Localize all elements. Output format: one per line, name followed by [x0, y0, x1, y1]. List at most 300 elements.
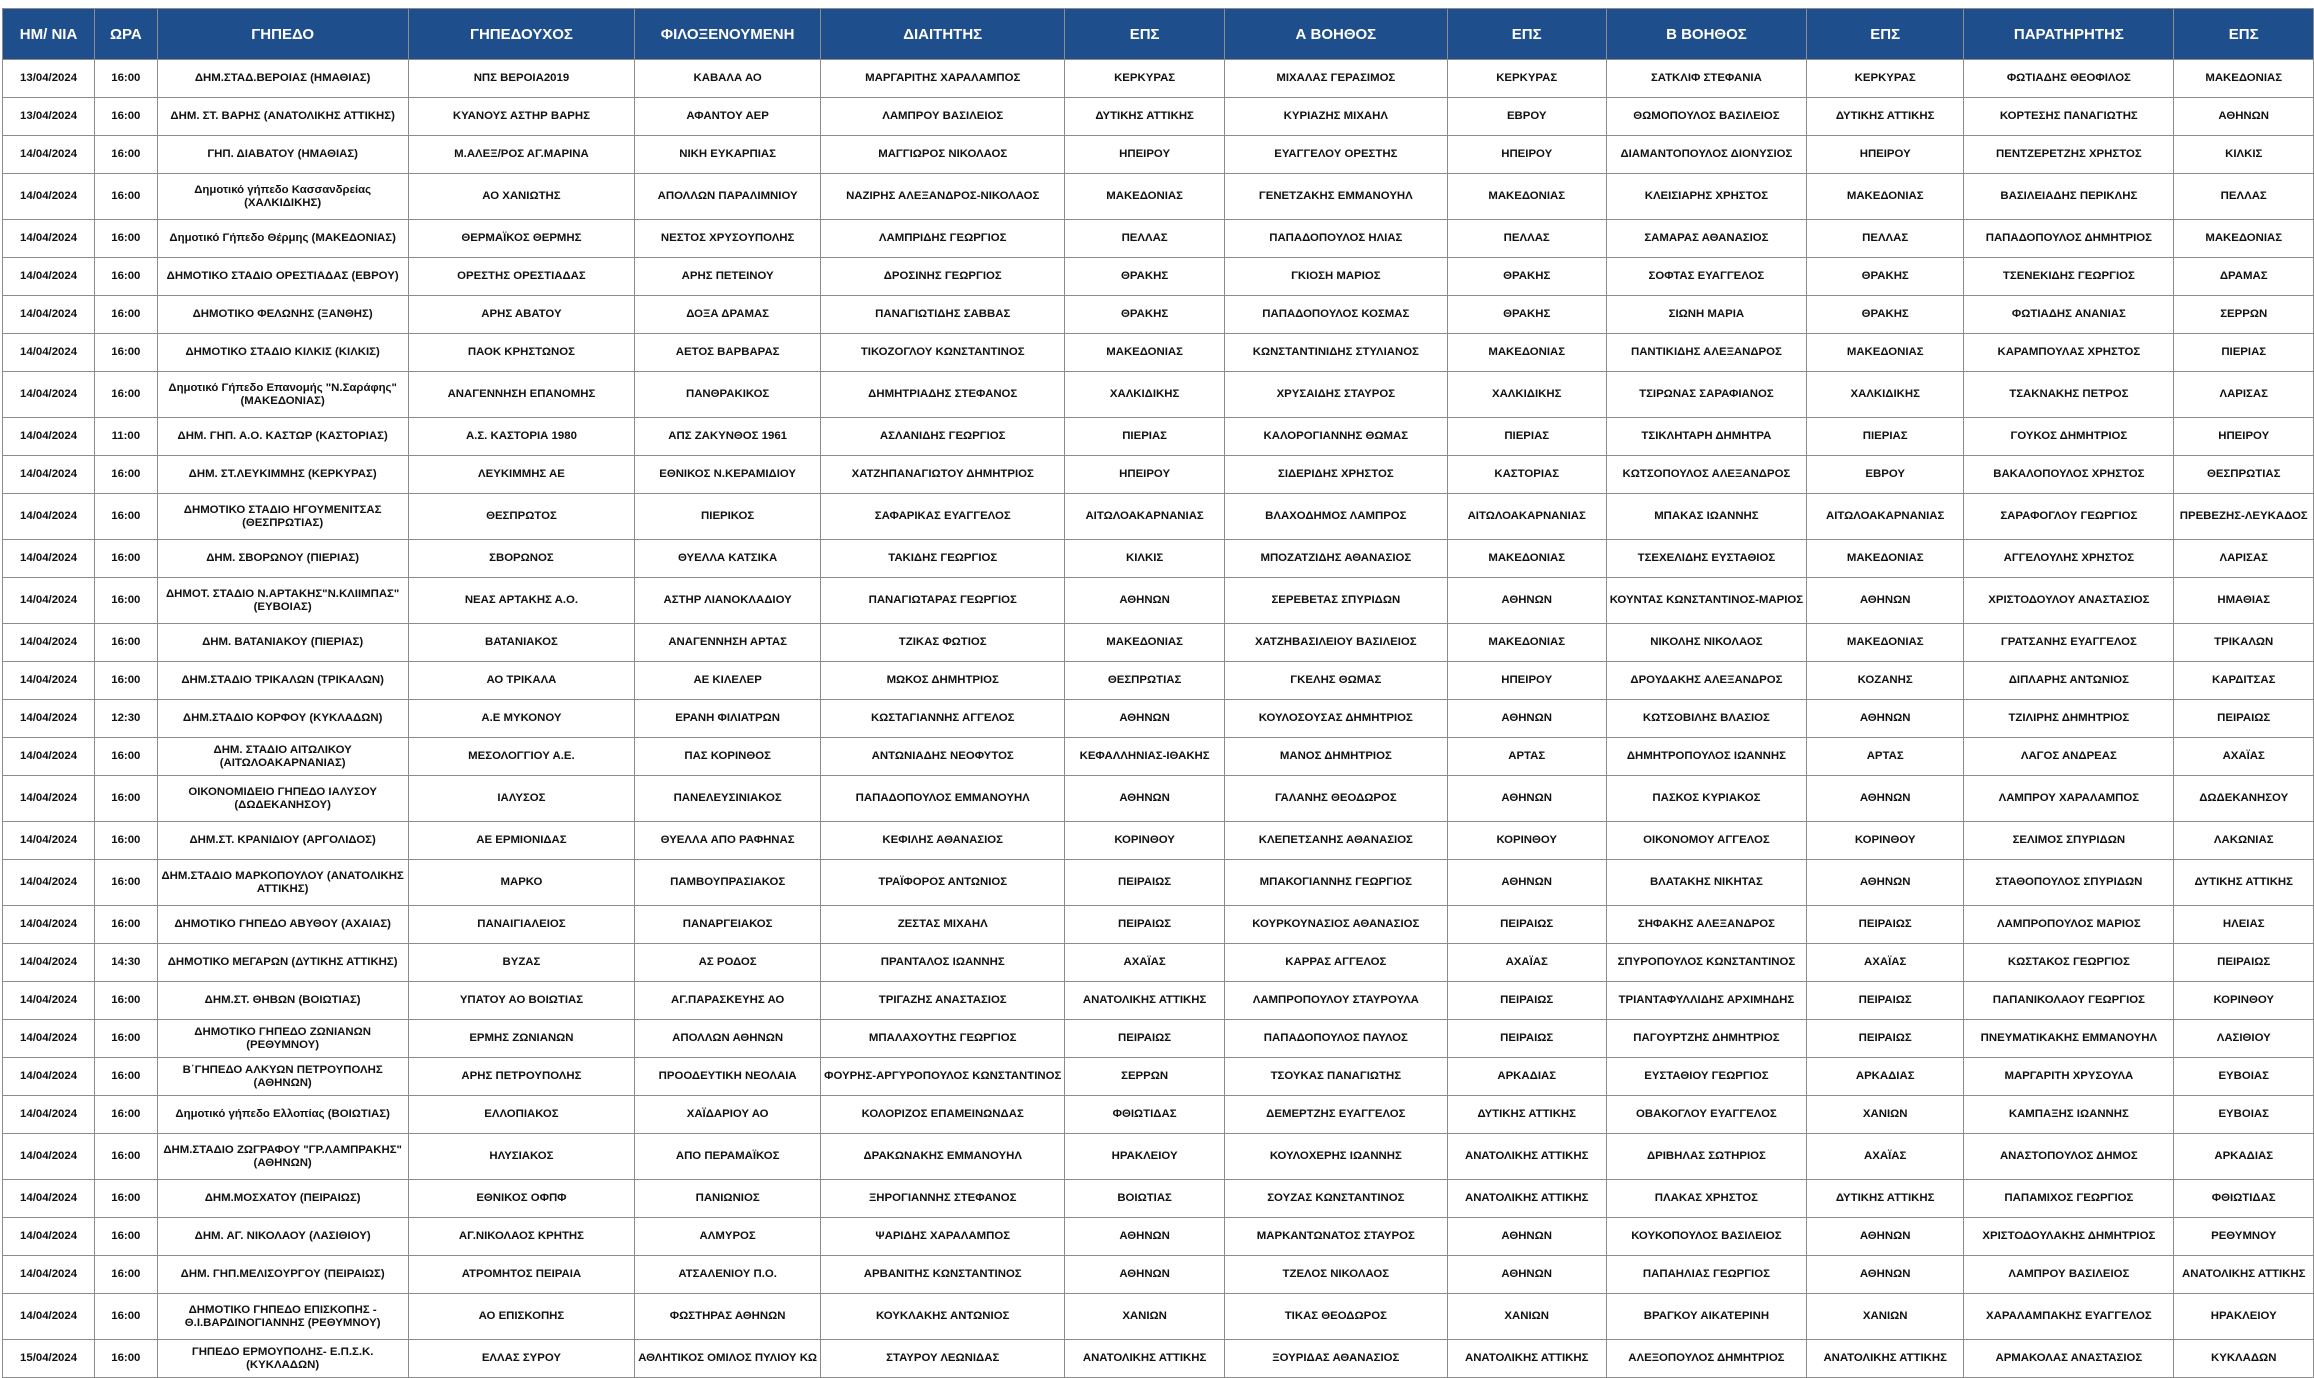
cell-home-team: ΑΤΡΟΜΗΤΟΣ ΠΕΙΡΑΙΑ: [408, 1256, 634, 1294]
table-row: [3, 1340, 2314, 1378]
table-row: [3, 776, 2314, 822]
table-row: [3, 1020, 2314, 1058]
cell-assistant-b: ΝΙΚΟΛΗΣ ΝΙΚΟΛΑΟΣ: [1606, 624, 1806, 662]
cell-referee-union: ΜΑΚΕΔΟΝΙΑΣ: [1065, 624, 1225, 662]
cell-referee: ΦΟΥΡΗΣ-ΑΡΓΥΡΟΠΟΥΛΟΣ ΚΩΝΣΤΑΝΤΙΝΟΣ: [821, 1058, 1065, 1096]
cell-home-team: ΑΡΗΣ ΠΕΤΡΟΥΠΟΛΗΣ: [408, 1058, 634, 1096]
cell-assistant-b: ΠΑΣΚΟΣ ΚΥΡΙΑΚΟΣ: [1606, 776, 1806, 822]
cell-time: 16:00: [95, 296, 157, 334]
cell-stadium: ΔΗΜ.ΣΤΑΔΙΟ ΤΡΙΚΑΛΩΝ (ΤΡΙΚΑΛΩΝ): [157, 662, 408, 700]
cell-observer: ΓΟΥΚΟΣ ΔΗΜΗΤΡΙΟΣ: [1964, 418, 2174, 456]
column-header-observer-union: ΕΠΣ: [2174, 9, 2314, 60]
cell-away-team: ΘΥΕΛΛΑ ΚΑΤΣΙΚΑ: [635, 540, 821, 578]
cell-referee: ΚΟΥΚΛΑΚΗΣ ΑΝΤΩΝΙΟΣ: [821, 1294, 1065, 1340]
cell-assistant-a: ΓΕΝΕΤΖΑΚΗΣ ΕΜΜΑΝΟΥΗΛ: [1224, 174, 1447, 220]
cell-referee-union: ΚΟΡΙΝΘΟΥ: [1065, 822, 1225, 860]
cell-assistant-a: ΓΑΛΑΝΗΣ ΘΕΟΔΩΡΟΣ: [1224, 776, 1447, 822]
cell-observer-union: ΛΑΡΙΣΑΣ: [2174, 372, 2314, 418]
cell-home-team: ΒΥΖΑΣ: [408, 944, 634, 982]
cell-assistant-b-union: ΧΑΝΙΩΝ: [1807, 1096, 1964, 1134]
cell-date: 14/04/2024: [3, 700, 95, 738]
cell-assistant-a-union: ΗΠΕΙΡΟΥ: [1447, 136, 1606, 174]
cell-home-team: ΕΛΛΟΠΙΑΚΟΣ: [408, 1096, 634, 1134]
cell-referee: ΑΣΛΑΝΙΔΗΣ ΓΕΩΡΓΙΟΣ: [821, 418, 1065, 456]
cell-away-team: ΠΑΜΒΟΥΠΡΑΣΙΑΚΟΣ: [635, 860, 821, 906]
table-row: [3, 1294, 2314, 1340]
cell-stadium: Β΄ΓΗΠΕΔΟ ΑΛΚΥΩΝ ΠΕΤΡΟΥΠΟΛΗΣ (ΑΘΗΝΩΝ): [157, 1058, 408, 1096]
cell-assistant-a: ΧΡΥΣΑΙΔΗΣ ΣΤΑΥΡΟΣ: [1224, 372, 1447, 418]
cell-referee-union: ΑΘΗΝΩΝ: [1065, 776, 1225, 822]
cell-time: 12:30: [95, 700, 157, 738]
column-header-assistant-b: Β ΒΟΗΘΟΣ: [1606, 9, 1806, 60]
cell-assistant-b-union: ΧΑΛΚΙΔΙΚΗΣ: [1807, 372, 1964, 418]
cell-referee: ΔΡΟΣΙΝΗΣ ΓΕΩΡΓΙΟΣ: [821, 258, 1065, 296]
table-row: [3, 540, 2314, 578]
cell-time: 16:00: [95, 456, 157, 494]
cell-date: 14/04/2024: [3, 1058, 95, 1096]
cell-observer: ΓΡΑΤΣΑΝΗΣ ΕΥΑΓΓΕΛΟΣ: [1964, 624, 2174, 662]
cell-observer-union: ΘΕΣΠΡΩΤΙΑΣ: [2174, 456, 2314, 494]
table-row: [3, 456, 2314, 494]
cell-observer: ΠΑΠΑΜΙΧΟΣ ΓΕΩΡΓΙΟΣ: [1964, 1180, 2174, 1218]
cell-stadium: ΔΗΜ. ΣΒΟΡΩΝΟΥ (ΠΙΕΡΙΑΣ): [157, 540, 408, 578]
cell-home-team: ΜΑΡΚΟ: [408, 860, 634, 906]
cell-away-team: ΑΓ.ΠΑΡΑΣΚΕΥΗΣ ΑΟ: [635, 982, 821, 1020]
cell-home-team: ΠΑΟΚ ΚΡΗΣΤΩΝΟΣ: [408, 334, 634, 372]
cell-assistant-a: ΣΕΡΕΒΕΤΑΣ ΣΠΥΡΙΔΩΝ: [1224, 578, 1447, 624]
cell-referee: ΛΑΜΠΡΙΔΗΣ ΓΕΩΡΓΙΟΣ: [821, 220, 1065, 258]
cell-assistant-b-union: ΔΥΤΙΚΗΣ ΑΤΤΙΚΗΣ: [1807, 98, 1964, 136]
cell-observer: ΠΕΝΤΖΕΡΕΤΖΗΣ ΧΡΗΣΤΟΣ: [1964, 136, 2174, 174]
cell-stadium: ΔΗΜ.ΣΤΑΔΙΟ ΚΟΡΦΟΥ (ΚΥΚΛΑΔΩΝ): [157, 700, 408, 738]
cell-assistant-a: ΣΙΔΕΡΙΔΗΣ ΧΡΗΣΤΟΣ: [1224, 456, 1447, 494]
cell-assistant-b-union: ΔΥΤΙΚΗΣ ΑΤΤΙΚΗΣ: [1807, 1180, 1964, 1218]
cell-referee-union: ΗΡΑΚΛΕΙΟΥ: [1065, 1134, 1225, 1180]
cell-stadium: Δημοτικό γήπεδο Κασσανδρείας (ΧΑΛΚΙΔΙΚΗΣ): [157, 174, 408, 220]
cell-date: 14/04/2024: [3, 296, 95, 334]
cell-home-team: ΑΟ ΕΠΙΣΚΟΠΗΣ: [408, 1294, 634, 1340]
cell-referee: ΞΗΡΟΓΙΑΝΝΗΣ ΣΤΕΦΑΝΟΣ: [821, 1180, 1065, 1218]
cell-date: 14/04/2024: [3, 662, 95, 700]
cell-assistant-a-union: ΕΒΡΟΥ: [1447, 98, 1606, 136]
table-row: [3, 860, 2314, 906]
cell-date: 14/04/2024: [3, 1218, 95, 1256]
cell-observer-union: ΑΝΑΤΟΛΙΚΗΣ ΑΤΤΙΚΗΣ: [2174, 1256, 2314, 1294]
cell-observer-union: ΚΥΚΛΑΔΩΝ: [2174, 1340, 2314, 1378]
cell-assistant-a-union: ΑΧΑΪΑΣ: [1447, 944, 1606, 982]
cell-assistant-b-union: ΠΕΙΡΑΙΩΣ: [1807, 982, 1964, 1020]
cell-date: 13/04/2024: [3, 98, 95, 136]
cell-stadium: ΓΗΠ. ΔΙΑΒΑΤΟΥ (ΗΜΑΘΙΑΣ): [157, 136, 408, 174]
cell-observer: ΒΑΚΑΛΟΠΟΥΛΟΣ ΧΡΗΣΤΟΣ: [1964, 456, 2174, 494]
cell-referee: ΤΖΙΚΑΣ ΦΩΤΙΟΣ: [821, 624, 1065, 662]
cell-time: 11:00: [95, 418, 157, 456]
cell-date: 14/04/2024: [3, 1256, 95, 1294]
table-row: [3, 944, 2314, 982]
cell-assistant-a-union: ΑΘΗΝΩΝ: [1447, 578, 1606, 624]
table-row: [3, 60, 2314, 98]
cell-assistant-b-union: ΑΧΑΪΑΣ: [1807, 944, 1964, 982]
column-header-assistant-a: Α ΒΟΗΘΟΣ: [1224, 9, 1447, 60]
cell-assistant-b: ΔΙΑΜΑΝΤΟΠΟΥΛΟΣ ΔΙΟΝΥΣΙΟΣ: [1606, 136, 1806, 174]
table-body: [3, 60, 2314, 1378]
cell-home-team: ΑΕ ΕΡΜΙΟΝΙΔΑΣ: [408, 822, 634, 860]
cell-stadium: Δημοτικό Γήπεδο Θέρμης (ΜΑΚΕΔΟΝΙΑΣ): [157, 220, 408, 258]
cell-time: 16:00: [95, 776, 157, 822]
cell-referee: ΚΩΣΤΑΓΙΑΝΝΗΣ ΑΓΓΕΛΟΣ: [821, 700, 1065, 738]
cell-date: 14/04/2024: [3, 456, 95, 494]
column-header-assistant-b-union: ΕΠΣ: [1807, 9, 1964, 60]
cell-referee-union: ΘΕΣΠΡΩΤΙΑΣ: [1065, 662, 1225, 700]
cell-observer: ΑΡΜΑΚΟΛΑΣ ΑΝΑΣΤΑΣΙΟΣ: [1964, 1340, 2174, 1378]
cell-observer-union: ΕΥΒΟΙΑΣ: [2174, 1096, 2314, 1134]
cell-date: 14/04/2024: [3, 1180, 95, 1218]
cell-time: 16:00: [95, 624, 157, 662]
cell-home-team: Μ.ΑΛΕΞ/ΡΟΣ ΑΓ.ΜΑΡΙΝΑ: [408, 136, 634, 174]
cell-assistant-b: ΔΡΙΒΗΛΑΣ ΣΩΤΗΡΙΟΣ: [1606, 1134, 1806, 1180]
cell-referee-union: ΑΙΤΩΛΟΑΚΑΡΝΑΝΙΑΣ: [1065, 494, 1225, 540]
cell-assistant-b: ΑΛΕΞΟΠΟΥΛΟΣ ΔΗΜΗΤΡΙΟΣ: [1606, 1340, 1806, 1378]
table-row: [3, 98, 2314, 136]
cell-stadium: ΔΗΜ.ΣΤ. ΚΡΑΝΙΔΙΟΥ (ΑΡΓΟΛΙΔΟΣ): [157, 822, 408, 860]
cell-home-team: Α.Σ. ΚΑΣΤΟΡΙΑ 1980: [408, 418, 634, 456]
cell-assistant-b: ΤΣΙΡΩΝΑΣ ΣΑΡΑΦΙΑΝΟΣ: [1606, 372, 1806, 418]
cell-referee: ΨΑΡΙΔΗΣ ΧΑΡΑΛΑΜΠΟΣ: [821, 1218, 1065, 1256]
cell-time: 16:00: [95, 258, 157, 296]
column-header-away-team: ΦΙΛΟΞΕΝΟΥΜΕΝΗ: [635, 9, 821, 60]
cell-assistant-a: ΠΑΠΑΔΟΠΟΥΛΟΣ ΠΑΥΛΟΣ: [1224, 1020, 1447, 1058]
cell-assistant-b: ΜΠΑΚΑΣ ΙΩΑΝΝΗΣ: [1606, 494, 1806, 540]
cell-away-team: ΝΕΣΤΟΣ ΧΡΥΣΟΥΠΟΛΗΣ: [635, 220, 821, 258]
cell-away-team: ΠΑΝΕΛΕΥΣΙΝΙΑΚΟΣ: [635, 776, 821, 822]
cell-away-team: ΑΤΣΑΛΕΝΙΟΥ Π.Ο.: [635, 1256, 821, 1294]
cell-observer-union: ΦΘΙΩΤΙΔΑΣ: [2174, 1180, 2314, 1218]
column-header-home-team: ΓΗΠΕΔΟΥΧΟΣ: [408, 9, 634, 60]
cell-stadium: ΔΗΜΟΤΙΚΟ ΣΤΑΔΙΟ ΟΡΕΣΤΙΑΔΑΣ (ΕΒΡΟΥ): [157, 258, 408, 296]
cell-away-team: ΑΕΤΟΣ ΒΑΡΒΑΡΑΣ: [635, 334, 821, 372]
cell-referee-union: ΒΟΙΩΤΙΑΣ: [1065, 1180, 1225, 1218]
cell-assistant-a: ΞΟΥΡΙΔΑΣ ΑΘΑΝΑΣΙΟΣ: [1224, 1340, 1447, 1378]
cell-time: 16:00: [95, 1256, 157, 1294]
cell-assistant-a: ΜΑΝΟΣ ΔΗΜΗΤΡΙΟΣ: [1224, 738, 1447, 776]
cell-observer-union: ΜΑΚΕΔΟΝΙΑΣ: [2174, 60, 2314, 98]
column-header-referee: ΔΙΑΙΤΗΤΗΣ: [821, 9, 1065, 60]
cell-assistant-b-union: ΘΡΑΚΗΣ: [1807, 258, 1964, 296]
cell-assistant-a: ΚΩΝΣΤΑΝΤΙΝΙΔΗΣ ΣΤΥΛΙΑΝΟΣ: [1224, 334, 1447, 372]
cell-away-team: ΑΠΟΛΛΩΝ ΠΑΡΑΛΙΜΝΙΟΥ: [635, 174, 821, 220]
cell-referee: ΜΠΑΛΑΧΟΥΤΗΣ ΓΕΩΡΓΙΟΣ: [821, 1020, 1065, 1058]
cell-time: 14:30: [95, 944, 157, 982]
cell-assistant-b: ΣΑΤΚΛΙΦ ΣΤΕΦΑΝΙΑ: [1606, 60, 1806, 98]
cell-assistant-a-union: ΑΝΑΤΟΛΙΚΗΣ ΑΤΤΙΚΗΣ: [1447, 1340, 1606, 1378]
cell-assistant-a: ΚΟΥΛΟΣΟΥΣΑΣ ΔΗΜΗΤΡΙΟΣ: [1224, 700, 1447, 738]
cell-assistant-a: ΜΠΟΖΑΤΖΙΔΗΣ ΑΘΑΝΑΣΙΟΣ: [1224, 540, 1447, 578]
cell-date: 14/04/2024: [3, 418, 95, 456]
cell-assistant-b-union: ΑΘΗΝΩΝ: [1807, 776, 1964, 822]
cell-observer-union: ΜΑΚΕΔΟΝΙΑΣ: [2174, 220, 2314, 258]
cell-home-team: ΑΟ ΧΑΝΙΩΤΗΣ: [408, 174, 634, 220]
cell-assistant-a-union: ΚΕΡΚΥΡΑΣ: [1447, 60, 1606, 98]
cell-referee: ΚΟΛΟΡΙΖΟΣ ΕΠΑΜΕΙΝΩΝΔΑΣ: [821, 1096, 1065, 1134]
cell-assistant-b-union: ΑΘΗΝΩΝ: [1807, 578, 1964, 624]
column-header-assistant-a-union: ΕΠΣ: [1447, 9, 1606, 60]
table-row: [3, 1134, 2314, 1180]
cell-date: 14/04/2024: [3, 982, 95, 1020]
table-row: [3, 1218, 2314, 1256]
cell-assistant-b: ΕΥΣΤΑΘΙΟΥ ΓΕΩΡΓΙΟΣ: [1606, 1058, 1806, 1096]
cell-referee-union: ΜΑΚΕΔΟΝΙΑΣ: [1065, 174, 1225, 220]
cell-assistant-a: ΚΟΥΡΚΟΥΝΑΣΙΟΣ ΑΘΑΝΑΣΙΟΣ: [1224, 906, 1447, 944]
cell-observer: ΤΣΑΚΝΑΚΗΣ ΠΕΤΡΟΣ: [1964, 372, 2174, 418]
cell-date: 14/04/2024: [3, 1020, 95, 1058]
cell-referee-union: ΧΑΛΚΙΔΙΚΗΣ: [1065, 372, 1225, 418]
cell-observer: ΚΩΣΤΑΚΟΣ ΓΕΩΡΓΙΟΣ: [1964, 944, 2174, 982]
cell-assistant-a-union: ΜΑΚΕΔΟΝΙΑΣ: [1447, 624, 1606, 662]
cell-home-team: ΕΡΜΗΣ ΖΩΝΙΑΝΩΝ: [408, 1020, 634, 1058]
cell-assistant-a: ΚΟΥΛΟΧΕΡΗΣ ΙΩΑΝΝΗΣ: [1224, 1134, 1447, 1180]
cell-date: 14/04/2024: [3, 372, 95, 418]
cell-assistant-a: ΤΙΚΑΣ ΘΕΟΔΩΡΟΣ: [1224, 1294, 1447, 1340]
cell-referee: ΣΤΑΥΡΟΥ ΛΕΩΝΙΔΑΣ: [821, 1340, 1065, 1378]
cell-assistant-b: ΤΡΙΑΝΤΑΦΥΛΛΙΔΗΣ ΑΡΧΙΜΗΔΗΣ: [1606, 982, 1806, 1020]
table-row: [3, 418, 2314, 456]
cell-home-team: ΣΒΟΡΩΝΟΣ: [408, 540, 634, 578]
cell-referee: ΠΑΝΑΓΙΩΤΑΡΑΣ ΓΕΩΡΓΙΟΣ: [821, 578, 1065, 624]
cell-stadium: ΔΗΜ.ΜΟΣΧΑΤΟΥ (ΠΕΙΡΑΙΩΣ): [157, 1180, 408, 1218]
cell-assistant-a-union: ΜΑΚΕΔΟΝΙΑΣ: [1447, 334, 1606, 372]
cell-assistant-a: ΜΙΧΑΛΑΣ ΓΕΡΑΣΙΜΟΣ: [1224, 60, 1447, 98]
cell-assistant-b: ΟΙΚΟΝΟΜΟΥ ΑΓΓΕΛΟΣ: [1606, 822, 1806, 860]
cell-assistant-a-union: ΜΑΚΕΔΟΝΙΑΣ: [1447, 540, 1606, 578]
cell-referee: ΠΑΠΑΔΟΠΟΥΛΟΣ ΕΜΜΑΝΟΥΗΛ: [821, 776, 1065, 822]
cell-stadium: ΔΗΜ. ΣΤ. ΒΑΡΗΣ (ΑΝΑΤΟΛΙΚΗΣ ΑΤΤΙΚΗΣ): [157, 98, 408, 136]
cell-home-team: ΛΕΥΚΙΜΜΗΣ ΑΕ: [408, 456, 634, 494]
cell-home-team: ΑΓ.ΝΙΚΟΛΑΟΣ ΚΡΗΤΗΣ: [408, 1218, 634, 1256]
cell-date: 14/04/2024: [3, 860, 95, 906]
cell-assistant-b: ΔΡΟΥΔΑΚΗΣ ΑΛΕΞΑΝΔΡΟΣ: [1606, 662, 1806, 700]
cell-away-team: ΕΘΝΙΚΟΣ Ν.ΚΕΡΑΜΙΔΙΟΥ: [635, 456, 821, 494]
cell-away-team: ΑΕ ΚΙΛΕΛΕΡ: [635, 662, 821, 700]
cell-referee: ΖΕΣΤΑΣ ΜΙΧΑΗΛ: [821, 906, 1065, 944]
cell-referee-union: ΑΘΗΝΩΝ: [1065, 1256, 1225, 1294]
cell-stadium: ΔΗΜΟΤΙΚΟ ΣΤΑΔΙΟ ΚΙΛΚΙΣ (ΚΙΛΚΙΣ): [157, 334, 408, 372]
cell-referee: ΧΑΤΖΗΠΑΝΑΓΙΩΤΟΥ ΔΗΜΗΤΡΙΟΣ: [821, 456, 1065, 494]
cell-away-team: ΑΠΟ ΠΕΡΑΜΑΪΚΟΣ: [635, 1134, 821, 1180]
cell-assistant-a-union: ΑΙΤΩΛΟΑΚΑΡΝΑΝΙΑΣ: [1447, 494, 1606, 540]
cell-referee: ΤΙΚΟΖΟΓΛΟΥ ΚΩΝΣΤΑΝΤΙΝΟΣ: [821, 334, 1065, 372]
cell-date: 14/04/2024: [3, 540, 95, 578]
cell-home-team: ΠΑΝΑΙΓΙΑΛΕΙΟΣ: [408, 906, 634, 944]
cell-observer-union: ΠΙΕΡΙΑΣ: [2174, 334, 2314, 372]
cell-assistant-a-union: ΑΝΑΤΟΛΙΚΗΣ ΑΤΤΙΚΗΣ: [1447, 1180, 1606, 1218]
column-header-stadium: ΓΗΠΕΔΟ: [157, 9, 408, 60]
cell-assistant-a-union: ΚΟΡΙΝΘΟΥ: [1447, 822, 1606, 860]
cell-assistant-b: ΒΡΑΓΚΟΥ ΑΙΚΑΤΕΡΙΝΗ: [1606, 1294, 1806, 1340]
cell-assistant-a-union: ΧΑΛΚΙΔΙΚΗΣ: [1447, 372, 1606, 418]
cell-stadium: ΔΗΜ.ΣΤΑΔΙΟ ΜΑΡΚΟΠΟΥΛΟΥ (ΑΝΑΤΟΛΙΚΗΣ ΑΤΤΙΚΗΣ): [157, 860, 408, 906]
cell-observer-union: ΔΩΔΕΚΑΝΗΣΟΥ: [2174, 776, 2314, 822]
cell-stadium: ΔΗΜ. ΒΑΤΑΝΙΑΚΟΥ (ΠΙΕΡΙΑΣ): [157, 624, 408, 662]
cell-assistant-a: ΤΣΟΥΚΑΣ ΠΑΝΑΓΙΩΤΗΣ: [1224, 1058, 1447, 1096]
cell-time: 16:00: [95, 982, 157, 1020]
cell-away-team: ΔΟΞΑ ΔΡΑΜΑΣ: [635, 296, 821, 334]
cell-stadium: ΔΗΜ.ΣΤ. ΘΗΒΩΝ (ΒΟΙΩΤΙΑΣ): [157, 982, 408, 1020]
cell-time: 16:00: [95, 1058, 157, 1096]
cell-time: 16:00: [95, 822, 157, 860]
table-row: [3, 372, 2314, 418]
cell-away-team: ΑΛΜΥΡΟΣ: [635, 1218, 821, 1256]
cell-assistant-a-union: ΠΕΙΡΑΙΩΣ: [1447, 1020, 1606, 1058]
table-header-row: [3, 9, 2314, 60]
cell-assistant-a-union: ΑΝΑΤΟΛΙΚΗΣ ΑΤΤΙΚΗΣ: [1447, 1134, 1606, 1180]
table-row: [3, 136, 2314, 174]
cell-referee: ΑΡΒΑΝΙΤΗΣ ΚΩΝΣΤΑΝΤΙΝΟΣ: [821, 1256, 1065, 1294]
cell-observer-union: ΠΕΙΡΑΙΩΣ: [2174, 700, 2314, 738]
cell-observer: ΑΝΑΣΤΟΠΟΥΛΟΣ ΔΗΜΟΣ: [1964, 1134, 2174, 1180]
cell-referee: ΔΡΑΚΩΝΑΚΗΣ ΕΜΜΑΝΟΥΗΛ: [821, 1134, 1065, 1180]
cell-assistant-b: ΣΠΥΡΟΠΟΥΛΟΣ ΚΩΝΣΤΑΝΤΙΝΟΣ: [1606, 944, 1806, 982]
cell-away-team: ΦΩΣΤΗΡΑΣ ΑΘΗΝΩΝ: [635, 1294, 821, 1340]
cell-observer: ΔΙΠΛΑΡΗΣ ΑΝΤΩΝΙΟΣ: [1964, 662, 2174, 700]
table-row: [3, 700, 2314, 738]
cell-time: 16:00: [95, 220, 157, 258]
cell-assistant-a-union: ΚΑΣΤΟΡΙΑΣ: [1447, 456, 1606, 494]
cell-assistant-a-union: ΑΘΗΝΩΝ: [1447, 776, 1606, 822]
cell-home-team: ΘΕΣΠΡΩΤΟΣ: [408, 494, 634, 540]
cell-observer-union: ΛΑΣΙΘΙΟΥ: [2174, 1020, 2314, 1058]
cell-referee-union: ΑΝΑΤΟΛΙΚΗΣ ΑΤΤΙΚΗΣ: [1065, 1340, 1225, 1378]
cell-referee-union: ΜΑΚΕΔΟΝΙΑΣ: [1065, 334, 1225, 372]
cell-observer-union: ΗΜΑΘΙΑΣ: [2174, 578, 2314, 624]
cell-stadium: ΔΗΜΟΤΙΚΟ ΣΤΑΔΙΟ ΗΓΟΥΜΕΝΙΤΣΑΣ (ΘΕΣΠΡΩΤΙΑΣ): [157, 494, 408, 540]
cell-assistant-a-union: ΧΑΝΙΩΝ: [1447, 1294, 1606, 1340]
cell-assistant-a: ΚΥΡΙΑΖΗΣ ΜΙΧΑΗΛ: [1224, 98, 1447, 136]
cell-date: 14/04/2024: [3, 220, 95, 258]
cell-referee: ΚΕΦΙΛΗΣ ΑΘΑΝΑΣΙΟΣ: [821, 822, 1065, 860]
table-row: [3, 578, 2314, 624]
cell-assistant-b-union: ΑΘΗΝΩΝ: [1807, 1218, 1964, 1256]
table-row: [3, 174, 2314, 220]
cell-observer: ΤΖΙΛΙΡΗΣ ΔΗΜΗΤΡΙΟΣ: [1964, 700, 2174, 738]
cell-time: 16:00: [95, 662, 157, 700]
cell-home-team: ΝΕΑΣ ΑΡΤΑΚΗΣ Α.Ο.: [408, 578, 634, 624]
cell-stadium: ΔΗΜ. ΓΗΠ.ΜΕΛΙΣΟΥΡΓΟΥ (ΠΕΙΡΑΙΩΣ): [157, 1256, 408, 1294]
cell-time: 16:00: [95, 60, 157, 98]
cell-time: 16:00: [95, 1096, 157, 1134]
cell-date: 14/04/2024: [3, 174, 95, 220]
table-row: [3, 624, 2314, 662]
cell-away-team: ΝΙΚΗ ΕΥΚΑΡΠΙΑΣ: [635, 136, 821, 174]
table-row: [3, 662, 2314, 700]
cell-assistant-b-union: ΑΧΑΪΑΣ: [1807, 1134, 1964, 1180]
cell-away-team: ΕΡΑΝΗ ΦΙΛΙΑΤΡΩΝ: [635, 700, 821, 738]
cell-assistant-a: ΓΚΕΛΗΣ ΘΩΜΑΣ: [1224, 662, 1447, 700]
cell-assistant-a-union: ΑΡΚΑΔΙΑΣ: [1447, 1058, 1606, 1096]
cell-observer-union: ΠΡΕΒΕΖΗΣ-ΛΕΥΚΑΔΟΣ: [2174, 494, 2314, 540]
cell-observer-union: ΚΟΡΙΝΘΟΥ: [2174, 982, 2314, 1020]
cell-assistant-b-union: ΑΘΗΝΩΝ: [1807, 1256, 1964, 1294]
cell-referee-union: ΑΘΗΝΩΝ: [1065, 700, 1225, 738]
cell-away-team: ΠΙΕΡΙΚΟΣ: [635, 494, 821, 540]
cell-away-team: ΑΠΣ ΖΑΚΥΝΘΟΣ 1961: [635, 418, 821, 456]
cell-referee-union: ΑΘΗΝΩΝ: [1065, 1218, 1225, 1256]
column-header-date: ΗΜ/ ΝΙΑ: [3, 9, 95, 60]
cell-assistant-a-union: ΠΕΛΛΑΣ: [1447, 220, 1606, 258]
cell-away-team: ΑΣ ΡΟΔΟΣ: [635, 944, 821, 982]
cell-assistant-b: ΚΛΕΙΣΙΑΡΗΣ ΧΡΗΣΤΟΣ: [1606, 174, 1806, 220]
cell-observer: ΛΑΓΟΣ ΑΝΔΡΕΑΣ: [1964, 738, 2174, 776]
cell-assistant-b: ΣΙΩΝΗ ΜΑΡΙΑ: [1606, 296, 1806, 334]
cell-referee: ΜΑΓΓΙΩΡΟΣ ΝΙΚΟΛΑΟΣ: [821, 136, 1065, 174]
cell-home-team: ΕΘΝΙΚΟΣ ΟΦΠΦ: [408, 1180, 634, 1218]
cell-observer-union: ΗΛΕΙΑΣ: [2174, 906, 2314, 944]
cell-home-team: ΚΥΑΝΟΥΣ ΑΣΤΗΡ ΒΑΡΗΣ: [408, 98, 634, 136]
cell-assistant-b: ΟΒΑΚΟΓΛΟΥ ΕΥΑΓΓΕΛΟΣ: [1606, 1096, 1806, 1134]
cell-assistant-b: ΣΑΜΑΡΑΣ ΑΘΑΝΑΣΙΟΣ: [1606, 220, 1806, 258]
cell-stadium: Δημοτικό Γήπεδο Επανομής "Ν.Σαράφης" (ΜΑΚΕΔΟΝΙΑΣ): [157, 372, 408, 418]
cell-home-team: ΥΠΑΤΟΥ ΑΟ ΒΟΙΩΤΙΑΣ: [408, 982, 634, 1020]
cell-date: 14/04/2024: [3, 494, 95, 540]
cell-observer: ΒΑΣΙΛΕΙΑΔΗΣ ΠΕΡΙΚΛΗΣ: [1964, 174, 2174, 220]
cell-assistant-b-union: ΠΕΙΡΑΙΩΣ: [1807, 906, 1964, 944]
cell-assistant-a-union: ΠΕΙΡΑΙΩΣ: [1447, 906, 1606, 944]
cell-away-team: ΠΑΝΙΩΝΙΟΣ: [635, 1180, 821, 1218]
cell-observer-union: ΑΧΑΪΑΣ: [2174, 738, 2314, 776]
cell-date: 14/04/2024: [3, 906, 95, 944]
cell-referee-union: ΑΧΑΪΑΣ: [1065, 944, 1225, 982]
cell-assistant-b-union: ΜΑΚΕΔΟΝΙΑΣ: [1807, 334, 1964, 372]
cell-time: 16:00: [95, 578, 157, 624]
cell-assistant-b: ΠΑΓΟΥΡΤΖΗΣ ΔΗΜΗΤΡΙΟΣ: [1606, 1020, 1806, 1058]
cell-observer-union: ΠΕΛΛΑΣ: [2174, 174, 2314, 220]
cell-observer: ΛΑΜΠΡΟΠΟΥΛΟΣ ΜΑΡΙΟΣ: [1964, 906, 2174, 944]
cell-observer: ΛΑΜΠΡΟΥ ΒΑΣΙΛΕΙΟΣ: [1964, 1256, 2174, 1294]
cell-observer-union: ΗΠΕΙΡΟΥ: [2174, 418, 2314, 456]
table-row: [3, 258, 2314, 296]
cell-assistant-a: ΧΑΤΖΗΒΑΣΙΛΕΙΟΥ ΒΑΣΙΛΕΙΟΣ: [1224, 624, 1447, 662]
cell-referee: ΤΡΙΓΑΖΗΣ ΑΝΑΣΤΑΣΙΟΣ: [821, 982, 1065, 1020]
cell-away-team: ΑΦΑΝΤΟΥ ΑΕΡ: [635, 98, 821, 136]
cell-home-team: ΒΑΤΑΝΙΑΚΟΣ: [408, 624, 634, 662]
cell-stadium: ΔΗΜΟΤΙΚΟ ΓΗΠΕΔΟ ΑΒΥΘΟΥ (ΑΧΑΙΑΣ): [157, 906, 408, 944]
cell-home-team: Α.Ε ΜΥΚΟΝΟΥ: [408, 700, 634, 738]
table-row: [3, 220, 2314, 258]
cell-away-team: ΑΝΑΓΕΝΝΗΣΗ ΑΡΤΑΣ: [635, 624, 821, 662]
cell-date: 14/04/2024: [3, 136, 95, 174]
cell-assistant-b-union: ΑΡΚΑΔΙΑΣ: [1807, 1058, 1964, 1096]
cell-referee: ΤΑΚΙΔΗΣ ΓΕΩΡΓΙΟΣ: [821, 540, 1065, 578]
cell-assistant-a: ΚΑΡΡΑΣ ΑΓΓΕΛΟΣ: [1224, 944, 1447, 982]
cell-stadium: ΔΗΜΟΤΙΚΟ ΜΕΓΑΡΩΝ (ΔΥΤΙΚΗΣ ΑΤΤΙΚΗΣ): [157, 944, 408, 982]
cell-referee-union: ΘΡΑΚΗΣ: [1065, 296, 1225, 334]
cell-observer-union: ΡΕΘΥΜΝΟΥ: [2174, 1218, 2314, 1256]
cell-observer: ΧΡΙΣΤΟΔΟΥΛΑΚΗΣ ΔΗΜΗΤΡΙΟΣ: [1964, 1218, 2174, 1256]
cell-assistant-b-union: ΚΟΡΙΝΘΟΥ: [1807, 822, 1964, 860]
cell-assistant-b: ΣΟΦΤΑΣ ΕΥΑΓΓΕΛΟΣ: [1606, 258, 1806, 296]
cell-assistant-b: ΠΑΠΑΗΛΙΑΣ ΓΕΩΡΓΙΟΣ: [1606, 1256, 1806, 1294]
cell-observer-union: ΔΡΑΜΑΣ: [2174, 258, 2314, 296]
cell-away-team: ΠΑΝΑΡΓΕΙΑΚΟΣ: [635, 906, 821, 944]
cell-assistant-a-union: ΗΠΕΙΡΟΥ: [1447, 662, 1606, 700]
cell-referee: ΑΝΤΩΝΙΑΔΗΣ ΝΕΟΦΥΤΟΣ: [821, 738, 1065, 776]
cell-assistant-b-union: ΠΕΛΛΑΣ: [1807, 220, 1964, 258]
cell-home-team: ΙΑΛΥΣΟΣ: [408, 776, 634, 822]
cell-referee: ΜΩΚΟΣ ΔΗΜΗΤΡΙΟΣ: [821, 662, 1065, 700]
cell-assistant-b: ΚΩΤΣΟΠΟΥΛΟΣ ΑΛΕΞΑΝΔΡΟΣ: [1606, 456, 1806, 494]
cell-assistant-b-union: ΕΒΡΟΥ: [1807, 456, 1964, 494]
cell-observer-union: ΑΡΚΑΔΙΑΣ: [2174, 1134, 2314, 1180]
column-header-observer: ΠΑΡΑΤΗΡΗΤΗΣ: [1964, 9, 2174, 60]
